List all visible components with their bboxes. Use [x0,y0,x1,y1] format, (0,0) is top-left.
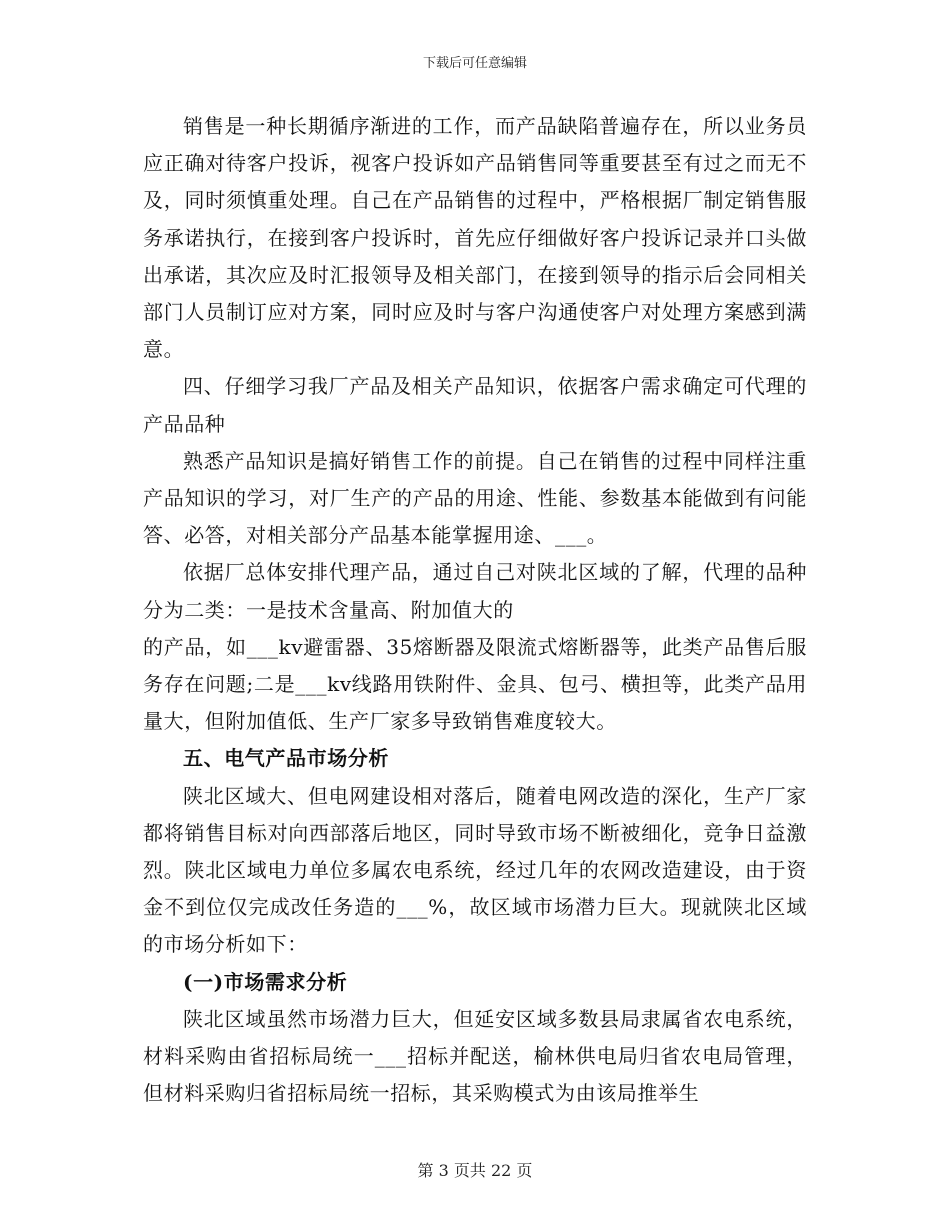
section-four-heading: 四、仔细学习我厂产品及相关产品知识，依据客户需求确定可代理的产品品种 [143,374,807,436]
paragraph-complaint-handling: 销售是一种长期循序渐进的工作，而产品缺陷普遍存在，所以业务员应正确对待客户投诉，视客户投诉如产品销售同等重要甚至有过之而无不及，同时须慎重处理。自己在产品销售的过程中，严格根据厂制定销售服务承诺执行，在接到客户投诉时，首先应仔细做好客户投诉记录并口头做出承诺，其次应及时汇报领导及相关部门，在接到领导的指示后会同相关部门人员制订应对方案，同时应及时与客户沟通使客户对处理方案感到满意。 [143,114,807,362]
paragraph-product-categories: 的产品，如___kv避雷器、35熔断器及限流式熔断器等，此类产品售后服务存在问题;二是___kv线路用铁附件、金具、包弓、横担等，此类产品用量大，但附加值低、生产厂家多导致销售难度较大。 [143,634,807,734]
section-five-heading: 五、电气产品市场分析 [183,746,389,771]
document-body [143,108,807,1112]
paragraph-market-overview: 陕北区域大、但电网建设相对落后，随着电网改造的深化，生产厂家都将销售目标对向西部落后地区，同时导致市场不断被细化，竞争日益激烈。陕北区域电力单位多属农电系统，经过几年的农网改造建设，由于资金不到位仅完成改任务造的___%，故区域市场潜力巨大。现就陕北区域的市场分析如下： [143,783,807,957]
paragraph-agency-products: 依据厂总体安排代理产品，通过自己对陕北区域的了解，代理的品种分为二类：一是技术含量高、附加值大的 [143,560,807,622]
page-header: 下载后可任意编辑 [422,56,527,71]
paragraph-demand-analysis: 陕北区域虽然市场潜力巨大，但延安区域多数县局隶属省农电系统，材料采购由省招标局统一___招标并配送，榆林供电局归省农电局管理，但材料采购归省招标局统一招标，其采购模式为由该局推举生 [143,1006,807,1106]
paragraph-product-knowledge: 熟悉产品知识是搞好销售工作的前提。自己在销售的过程中同样注重产品知识的学习，对厂生产的产品的用途、性能、参数基本能做到有问能答、必答，对相关部分产品基本能掌握用途、___。 [143,448,807,548]
page-footer: 第 3 页共 22 页 [417,1161,533,1180]
subsection-demand-heading: (一)市场需求分析 [183,969,348,994]
